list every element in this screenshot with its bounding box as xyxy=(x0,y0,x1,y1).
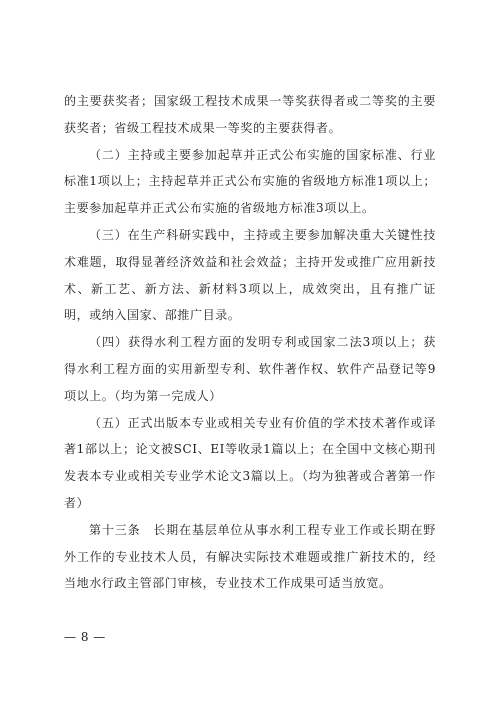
paragraph-3: （三）在生产科研实践中，主持或主要参加解决重大关键性技术难题，取得显著经济效益和社会效益；主持开发或推广应用新技术、新工艺、新方法、新材料3项以上，成效突出，且有推广证明，或纳入国家、部推广目录。 xyxy=(64,227,436,323)
paragraph-6: 第十三条 长期在基层单位从事水利工程专业工作或长期在野外工作的专业技术人员，有解决实际技术难题或推广新技术的，经当地水行政主管部门审核，专业技术工作成果可适当放宽。 xyxy=(64,522,436,591)
page-number: — 8 — xyxy=(64,630,106,644)
paragraph-4: （四）获得水利工程方面的发明专利或国家二法3项以上；获得水利工程方面的实用新型专利、软件著作权、软件产品登记等9项以上。（均为第一完成人） xyxy=(64,335,436,403)
paragraph-5: （五）正式出版本专业或相关专业有价值的学术技术著作或译著1部以上；论文被SCI、EI等收录1篇以上；在全国中文核心期刊发表本专业或相关专业学术论文3篇以上。（均为独著或合著第一作者） xyxy=(64,415,436,510)
paragraph-2: （二）主持或主要参加起草并正式公布实施的国家标准、行业标准1项以上；主持起草并正式公布实施的省级地方标准1项以上；主要参加起草并正式公布实施的省级地方标准3项以上。 xyxy=(64,147,436,216)
paragraph-1: 的主要获奖者；国家级工程技术成果一等奖获得者或二等奖的主要获奖者；省级工程技术成果一等奖的主要获得者。 xyxy=(64,94,436,135)
body-text xyxy=(64,88,436,597)
